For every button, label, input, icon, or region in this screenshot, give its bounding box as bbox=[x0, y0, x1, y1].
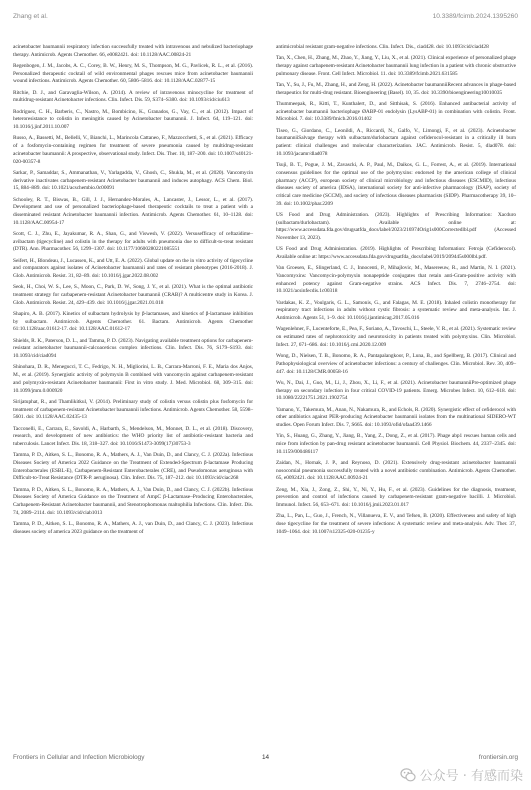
footer-page-number: 14 bbox=[261, 754, 270, 761]
reference-entry: Tamma, P. D., Aitken, S. L., Bonomo, R. A., Mathers, A. J., Van Duin, D., and Clancy, C. J. (2022a). Infectious Diseases Society of America 2022 Guidance on the Treatment of Extended-Spectrum β-lactamase Producing Enterobacterales (ESBL-E), Carbapenem-Resistant Enterobacterales (CRE), and Pseudomonas aeruginosa with Difficult-to-Treat Resistance (DTR-P. aeruginosa). Clin. Infect. Dis. 75, 187–212. doi: 10.1093/cid/ciac268 bbox=[13, 452, 253, 482]
reference-entry: Shields, R. K., Paterson, D. L., and Tamma, P. D. (2023). Navigating available treatment options for carbapenem-resistant acinetobacter baumannii-calcoaceticus complex infections. Clin. Infect. Dis. 76, S179–S193. doi: 10.1093/cid/ciad094 bbox=[13, 337, 253, 360]
reference-entry: acinetobacter baumannii respiratory infection successfully treated with intravenous and nebulized bacteriophage therapy. Antimicrob. Agents Chemother. 66, e0082421. doi: 10.1128/AAC.00824-21 bbox=[13, 44, 253, 58]
reference-entry: Wu, N., Dai, J., Guo, M., Li, J., Zhou, X., Li, F., et al. (2021). Acinetobacter baumanniiPre-optimized phage therapy on secondary infection in four critical COVID-19 patients. Emerg. Microbes Infect. 10, 612–618. doi: 10.1080/22221751.2021.1902754 bbox=[276, 379, 516, 402]
reference-entry: Wagenlehner, F., Lucenteforte, E., Pea, F., Soriano, A., Tavoschi, L., Steele, V. R., et al. (2021). Systematic review on estimated rates of nephrotoxicity and neurotoxicity in patients treated with polymyxins. Clin. Microbiol. Infect. 27, 671–686. doi: 10.1016/j.cmi.2020.12.009 bbox=[276, 326, 516, 348]
reference-entry: Tsuji, B. T., Pogue, J. M., Zavascki, A. P., Paul, M., Daikos, G. L., Forrest, A., et al. (2019). International consensus guidelines for the optimal use of the polymyxins: endorsed by the american college of clinical pharmacy (ACCP), european society of clinical microbiology and infectious diseases (ESCMID), infectious diseases society of america (IDSA), international society for anti-infective pharmacology (ISAP), society of critical care medicine (SCCM), and society of infectious diseases pharmacists (SIDP). Pharmacotherapy 39, 10–39. doi: 10.1002/phar.2209 bbox=[276, 162, 516, 207]
watermark-text: 公众号 · 有感而染 bbox=[419, 769, 523, 784]
reference-entry: Shinohara, D. R., Menegucci, T. C., Fedrigo, N. H., Migliorini, L. B., Carrara-Marroni, F. E., Maria dos Anjos, M., et al. (2019). Synergistic activity of polymyxin B combined with vancomycin against carbapenem-resistant and polymyxin-resistant Acinetobacter baumannii: First in vitro study. J. Med. Microbiol. 68, 309–315. doi: 10.1099/jmm.0.000920 bbox=[13, 364, 253, 394]
watermark bbox=[400, 765, 523, 784]
reference-entry: Yamano, Y., Takemura, M., Anan, N., Nakamura, R., and Echols, R. (2020). Synergistic effect of cefiderocol with other antibiotics against PER-producing Acinetobacter baumannii isolates from the multinational SIDERO-WT studies. Open Forum Infect. Dis. 7, S665. doi: 10.1093/ofid/ofaa439.1466 bbox=[276, 406, 516, 428]
reference-entry: Thummeepak, R., Kitti, T., Kunthalert, D., and Sitthisak, S. (2016). Enhanced antibacterial activity of acinetobacter baumannii bacteriophage ØABP-01 endolysin (LysABP-01) in combination with colistin. Front. Microbiol. 7. doi: 10.3389/fmicb.2016.01402 bbox=[276, 101, 516, 123]
reference-entry: antimicrobial resistant gram-negative infections. Clin. Infect. Dis., ciad428. doi: 10.1093/cid/ciad428 bbox=[276, 44, 489, 50]
reference-entry: Tan, X., Chen, H., Zhang, M., Zhao, Y., Jiang, Y., Liu, X., et al. (2021). Clinical experience of personalized phage therapy against carbapenem-resistant Acinetobacter baumannii lung infection in a patient with chronic obstructive pulmonary disease. Front. Cell Infect. Microbiol. 11. doi: 10.3389/fcimb.2021.631585 bbox=[276, 55, 516, 77]
reference-entry: Tiseo, G., Giordano, C., Leonildi, A., Riccardi, N., Galfo, V., Limongi, F., et al. (2023). Acinetobacter baumanniiSalvage therapy with sulbactam/durlobactam against cefiderocol-resistant in a critically ill burn patient: clinical challenges and molecular characterization. JAC. Antimicrob. Resist. 5, dlad078. doi: 10.1093/jacamr/dlad078 bbox=[276, 127, 516, 157]
reference-entry: Sirijatuphat, R., and Thamlikitkul, V. (2014). Preliminary study of colistin versus colistin plus fosfomycin for treatment of carbapenem-resistant Acinetobacter baumannii infections. Antimicrob. Agents Chemother. 58, 5598–5601. doi: 10.1128/AAC.02435-13 bbox=[13, 398, 253, 421]
reference-entry: Wong, D., Nielsen, T. B., Bonomo, R. A., Pantapalangkoor, P., Luna, B., and Spellberg, B. (2017). Clinical and Pathophysiological overview of acinetobacter infections: a century of challenges. Clin. Microbiol. Rev. 30, 409–447. doi: 10.1128/CMR.00058-16 bbox=[276, 353, 516, 375]
reference-entry: Ritchie, D. J., and Garavaglia-Wilson, A. (2014). A review of intravenous minocycline for treatment of multidrug-resistant Acinetobacter infections. Clin. Infect. Dis. 59, S374–S380. doi: 10.1093/cid/ciu613 bbox=[13, 89, 253, 104]
reference-entry: Zeng, M., Xia, J., Zong, Z., Shi, Y., Ni, Y., Hu, F., et al. (2023). Guidelines for the diagnosis, treatment, prevention and control of infections caused by carbapenem-resistant gram-negative bacilli. J. Microbiol. Immunol. Infect. 56, 653–671. doi: 10.1016/j.jmii.2023.01.017 bbox=[276, 486, 516, 509]
reference-entry: Vardakas, K. Z., Voulgaris, G. L., Samonis, G., and Falagas, M. E. (2018). Inhaled colistin monotherapy for respiratory tract infections in adults without cystic fibrosis: a systematic review and meta-analysis. Int. J. Antimicrob. Agents 51, 1–9. doi: 10.1016/j.ijantimicag.2017.05.016 bbox=[276, 299, 516, 322]
reference-entry: Sarkar, P., Samaddar, S., Ammanathan, V., Yarlagadda, V., Ghosh, C., Shukla, M., et al. (2020). Vancomycin derivative inactivates carbapenem-resistant Acinetobacter baumannii and induces autophagy. ACS Chem. Biol. 15, 884–889. doi: 10.1021/acschembio.0c00091 bbox=[13, 169, 253, 192]
reference-entry: Schooley, R. T., Biswas, B., Gill, J. J., Hernandez-Morales, A., Lancaster, J., Lessor, L., et al. (2017). Development and use of personalized bacteriophage-based therapeutic cocktails to treat a patient with a disseminated resistant Acinetobacter baumannii infection. Antimicrob. Agents Chemother. 61, 10–1128. doi: 10.1128/AAC.00954-17 bbox=[13, 196, 253, 226]
footer-site: frontiersin.org bbox=[478, 754, 518, 761]
reference-entry: Russo, A., Bassetti, M., Bellelli, V., Bianchi, L., Marincola Cattaneo, F., Mazzocchetti, S., et al. (2021). Efficacy of a fosfomycin-containing regimen for treatment of severe pneumonia caused by multidrug-resistant acinetobacter baumannii: A prospective, observational study. Infect. Dis. Ther. 10, 187–200. doi: 10.1007/s40121-020-00357-8 bbox=[13, 135, 253, 165]
reference-entry: Seok, H., Choi, W. S., Lee, S., Moon, C., Park, D. W., Song, J. Y., et al. (2021). What is the optimal antibiotic treatment strategy for carbapenem-resistant Acinetobacter baumannii (CRAB)? A multicentre study in Korea. J. Glob. Antimicrob. Resist. 24, 429–439. doi: 10.1016/j.jgar.2021.01.018 bbox=[13, 284, 253, 306]
reference-column-right bbox=[276, 44, 516, 540]
header-authors: Zhang et al. bbox=[13, 13, 48, 20]
reference-entry: Tan, Y., Su, J., Fu, M., Zhang, H., and Zeng, H. (2022). Acinetobacter baumanniiRecent advances in phage-based therapeutics for multi-drug resistant. Bioengineering (Basel). 10, 35. doi: 10.3390/bioengineering10010035 bbox=[276, 82, 516, 96]
page-header bbox=[13, 13, 518, 25]
header-doi: 10.3389/fcimb.2024.1395260 bbox=[432, 13, 518, 20]
wechat-icon bbox=[400, 767, 416, 783]
reference-entry: Tacconelli, E., Carrara, E., Savoldi, A., Harbarth, S., Mendelson, M., Monnet, D. L., et al. (2018). Discovery, research, and development of new antibiotics: the WHO priority list of antibiotic-resistant bacteria and tuberculosis. Lancet Infect. Dis. 18, 318–327. doi: 10.1016/S1473-3099(17)30753-3 bbox=[13, 425, 253, 447]
footer-journal: Frontiers in Cellular and Infection Microbiology bbox=[13, 754, 145, 761]
reference-entry: Zaidan, N., Hornak, J. P., and Reynoso, D. (2021). Extensively drug-resistant acinetobacter baumannii nosocomial pneumonia successfully treated with a novel antibiotic combination. Antimicrob. Agents Chemother. 65, e0092421. doi: 10.1128/AAC.00924-21 bbox=[276, 459, 516, 482]
reference-entry: US Food and Drug Administration. (2023). Highlights of Prescribing Information: Xacduro (sulbactam/durlobactam). Available online at: https://www.accessdata.fda.gov/drugsatfda_docs/label/2023/216974Orig1s000Correctedlbl.pdf (Accessed November 13, 2023). bbox=[276, 211, 516, 242]
reference-entry: Yin, S., Huang, G., Zhang, Y., Jiang, B., Yang, Z., Dong, Z., et al. (2017). Phage abp1 rescues human cells and mice from infection by pan-drug resistant acinetobacter baumannii. Cell Physiol. Biochem. 44, 2337–2345. doi: 10.1159/000486117 bbox=[276, 433, 516, 455]
reference-entry: Tamma, P. D., Aitken, S. L., Bonomo, R. A., Mathers, A. J., Van Duin, D., and Clancy, C. J. (2022b). Infectious Diseases Society of America Guidance on the Treatment of AmpC β-Lactamase–Producing Enterobacterales, Carbapenem-Resistant Acinetobacter baumannii, and Stenotrophomonas maltophilia Infections. Clin. Infect. Dis. 74, 2089–2114. doi: 10.1093/cid/ciab1013 bbox=[13, 486, 253, 516]
reference-entry: Regenbogen, J. M., Jacobs, A. C., Corey, B. W., Henry, M. S., Thompson, M. G., Pavlicek, R. L., et al. (2016). Personalized therapeutic cocktail of wild environmental phages rescues mice from acinetobacter baumannii wound infections. Antimicrob. Agents Chemother. 60, 5806–5816. doi: 10.1128/AAC.02877-15 bbox=[13, 63, 253, 85]
reference-entry: Shapiro, A. B. (2017). Kinetics of sulbactam hydrolysis by β-lactamases, and kinetics of β-lactamase inhibition by sulbactam. Antimicrob. Agents Chemother. 61. Bactam. Antimicrob. Agents Chemother 61:10.1128/aac.01612-17. doi: 10.1128/AAC.01612-17 bbox=[13, 311, 253, 333]
reference-entry: Scott, C. J., Zhu, E., Jayakumar, R. A., Shan, G., and Viswesh, V. (2022). Versusefficacy of ceftazidime–avibactam (tigecycline) and colistin in the therapy for adults with pneumonia due to difficult-to-treat resistant (DTR). Ann. Pharmacother. 56, 1299–1307. doi: 10.1177/10600280221085551 bbox=[13, 230, 253, 253]
reference-entry: Seifert, H., Blondeau, J., Lucassen, K., and Utt, E. A. (2022). Global update on the in vitro activity of tigecycline and comparators against isolates of Acinetobacter baumannii and rates of resistant phenotypes (2016-2018). J. Glob. Antimicrob. Resist. 31, 82–89. doi: 10.1016/j.jgar.2022.08.002 bbox=[13, 257, 253, 280]
reference-column-left bbox=[13, 44, 253, 540]
reference-entry: Van Groesen, E., Slingerland, C. J., Innocenti, P., Mihajlovic, M., Masereeuw, R., and Martin, N. I. (2021). Vancomyxins: Vancomycin-polymyxin nonapeptide conjugates that retain anti-Gram-positive activity with enhanced potency against Gram-negative strains. ACS Infect. Dis. 7, 2746–2754. doi: 10.1021/acsinfecdis.1c00318 bbox=[276, 265, 516, 295]
reference-entry: Zha, L., Pan, L., Guo, J., French, N., Villanueva, E. V., and Tefsen, B. (2020). Effectiveness and safety of high dose tigecycline for the treatment of severe infections: A systematic review and meta-analysis. Adv. Ther. 37, 1049–1064. doi: 10.1007/s12325-020-01235-y bbox=[276, 513, 516, 535]
reference-entry: Rodriguez, C. H., Barberis, C., Nastro, M., Bombicino, K., Granados, G., Vay, C., et al. (2012). Impact of heteroresistance to colistin in meningitis caused by Acinetobacter baumannii. J. Infect. 64, 119–121. doi: 10.1016/j.jinf.2011.10.007 bbox=[13, 108, 253, 131]
reference-entry: Tamma, P. D., Aitken, S. L., Bonomo, R. A., Mathers, A. J., van Duin, D., and Clancy, C. J. (2023). Infectious diseases society of america 2023 guidance on the treatment of bbox=[13, 521, 253, 535]
reference-entry: US Food and Drug Administration. (2019). Highlights of Prescribing Information: Fetroja (Cefiderocol). Available online at: https://www.accessdata.fda.gov/drugsatfda_docs/label/2019/209445s000lbl.pdf. bbox=[276, 246, 516, 261]
